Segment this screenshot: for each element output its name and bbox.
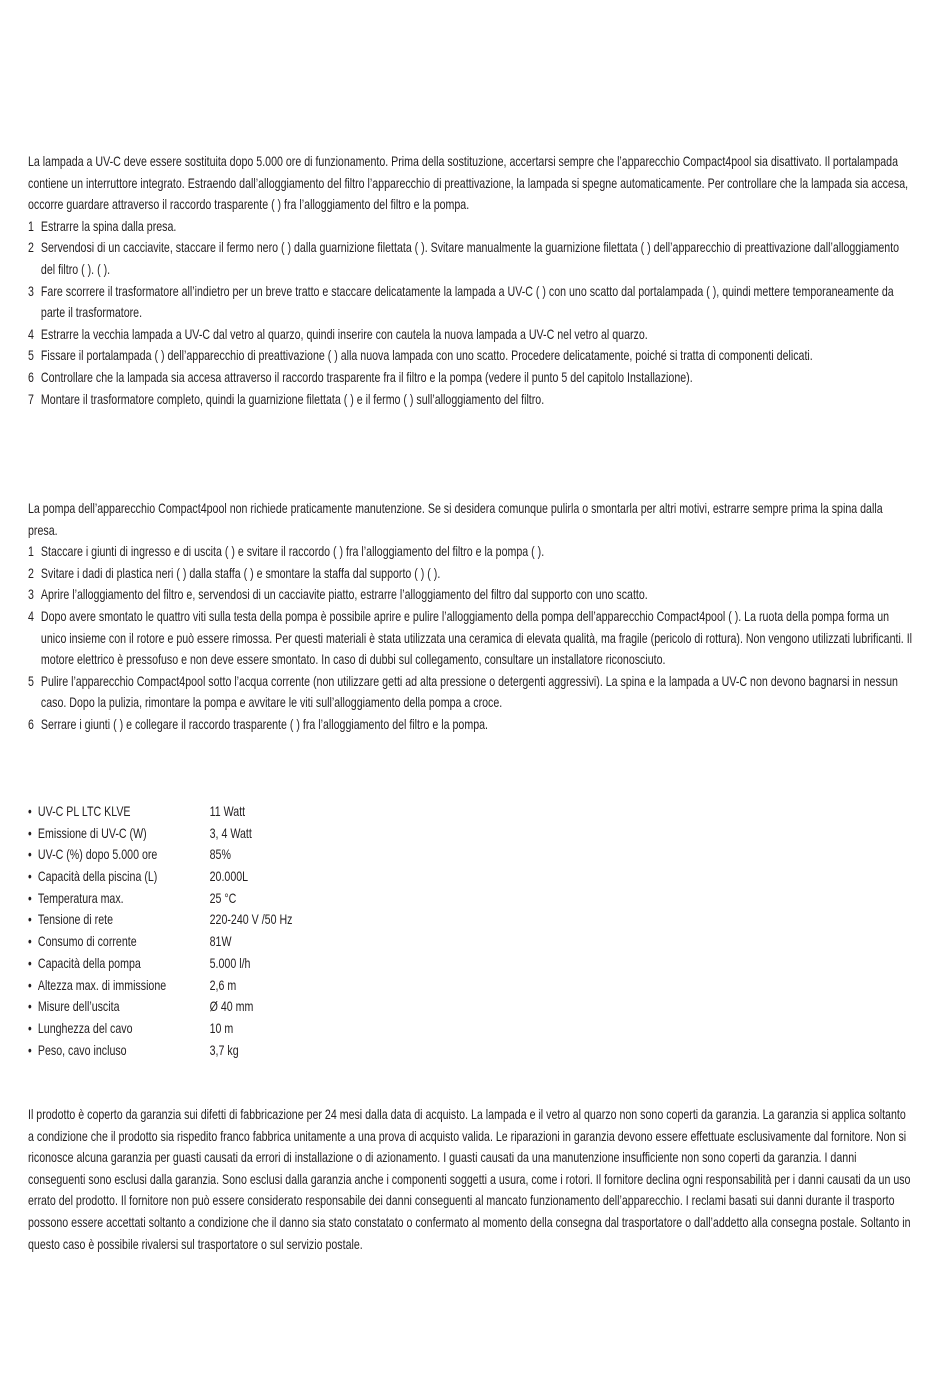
spec-value: 85% [209, 846, 231, 863]
bullet-icon: • [28, 868, 32, 885]
spec-value: 20.000L [209, 868, 249, 885]
step-number: 5 [28, 347, 34, 364]
step-number: 6 [28, 715, 34, 732]
step-text: Montare il trasformatore completo, quindi la guarnizione filettata ( ) e il fermo ( ) sull’alloggiamento del filtro. [40, 390, 545, 407]
spec-label: Temperatura max. [37, 889, 124, 906]
bullet-icon: • [28, 954, 32, 971]
spec-value: 3,7 kg [209, 1041, 239, 1058]
specifications-list [28, 801, 912, 1061]
step-text: Staccare i giunti di ingresso e di uscita ( ) e svitare il raccordo ( ) fra l’alloggiamento del filtro e la pompa ( ). [40, 543, 545, 560]
spec-label: Altezza max. di immissione [37, 976, 167, 993]
spec-row [28, 801, 912, 823]
spec-label: UV-C PL LTC KLVE [37, 803, 131, 819]
lamp-steps-list [28, 216, 912, 410]
step-text: Dopo avere smontato le quattro viti sulla testa della pompa è possibile aprire e pulire l’alloggiamento della pompa dell’apparecchio Compact4pool ( ). La ruota della pompa forma un unico insieme con il rotore e può essere rimossa. Per questi materiali è stata utilizzata una ceramica di elevata qualità, ma fragile (pericolo di rottura). Non vengono utilizzati lubrificanti. Il motore elettrico è pressofuso e non deve essere smontato. In caso di dubbi sul collegamento, consultare un installatore riconosciuto. [40, 607, 913, 668]
spec-value: 2,6 m [209, 976, 237, 993]
spec-row [28, 823, 912, 845]
spec-label: Lunghezza del cavo [37, 1019, 133, 1036]
step-number: 2 [28, 239, 34, 256]
step-number: 4 [28, 607, 34, 624]
bullet-icon: • [28, 933, 32, 950]
bullet-icon: • [28, 976, 32, 993]
bullet-icon: • [28, 824, 32, 841]
step-text: Aprire l’alloggiamento del filtro e, servendosi di un cacciavite piatto, estrarre l’alloggiamento del filtro dal supporto con uno scatto. [40, 586, 648, 603]
spec-row [28, 996, 912, 1018]
step-number: 5 [28, 672, 34, 689]
spec-label: Emissione di UV-C (W) [37, 824, 147, 841]
spec-value: 25 °C [209, 889, 237, 906]
pump-intro-paragraph: La pompa dell’apparecchio Compact4pool non richiede praticamente manutenzione. Se si desidera comunque pulirla o smontarla per altri motivi, estrarre sempre prima la spina dalla presa. [28, 500, 883, 538]
step-text: Estrarre la spina dalla presa. [40, 217, 177, 234]
step-number: 2 [28, 564, 34, 581]
spec-value: 81W [209, 933, 232, 950]
pump-steps-list [28, 541, 912, 735]
spec-row [28, 909, 912, 931]
step-text: Servendosi di un cacciavite, staccare il fermo nero ( ) dalla guarnizione filettata ( ). Svitare manualmente la guarnizione filettata ( ) dell’apparecchio di preattivazione dall’alloggiamento del filtro ( ). ( ). [40, 239, 900, 277]
step-text: Serrare i giunti ( ) e collegare il raccordo trasparente ( ) fra l’alloggiamento del filtro e la pompa. [40, 715, 489, 732]
step-number: 3 [28, 586, 34, 603]
spec-row [28, 975, 912, 997]
spec-row [28, 888, 912, 910]
step-number: 3 [28, 282, 34, 299]
bullet-icon: • [28, 998, 32, 1015]
step-text: Fare scorrere il trasformatore all’indietro per un breve tratto e staccare delicatamente la lampada a UV-C ( ) con uno scatto dal portalampada ( ), quindi mettere temporaneamente da parte il trasformatore. [40, 282, 894, 321]
step-item [28, 563, 912, 585]
bullet-icon: • [28, 846, 32, 863]
warranty-section [28, 1104, 912, 1255]
step-item [28, 324, 912, 346]
step-item [28, 606, 912, 671]
step-number: 1 [28, 543, 34, 560]
spec-row [28, 1040, 912, 1062]
spec-label: Capacità della piscina (L) [37, 868, 158, 885]
spec-label: Tensione di rete [37, 911, 114, 928]
step-item [28, 714, 912, 736]
spec-value: 220-240 V /50 Hz [209, 911, 293, 928]
step-number: 1 [28, 217, 34, 234]
step-text: Fissare il portalampada ( ) dell’apparecchio di preattivazione ( ) alla nuova lampada con uno scatto. Procedere delicatamente, poiché si tratta di componenti delicati. [40, 347, 813, 364]
spec-label: UV-C (%) dopo 5.000 ore [37, 846, 158, 863]
step-item [28, 584, 912, 606]
spec-value: 10 m [209, 1019, 234, 1036]
spec-row [28, 953, 912, 975]
spec-value: 11 Watt [209, 803, 246, 819]
spec-label: Misure dell’uscita [37, 998, 120, 1015]
spec-label: Capacità della pompa [37, 954, 141, 971]
step-item [28, 237, 912, 280]
pump-maintenance-section [28, 498, 912, 736]
spec-value: 5.000 l/h [209, 954, 251, 971]
specifications-section [28, 801, 912, 1064]
step-item [28, 345, 912, 367]
bullet-icon: • [28, 803, 32, 819]
bullet-icon: • [28, 889, 32, 906]
spec-row [28, 844, 912, 866]
step-text: Estrarre la vecchia lampada a UV-C dal vetro al quarzo, quindi inserire con cautela la nuova lampada a UV-C nel vetro al quarzo. [40, 325, 648, 342]
spec-row [28, 931, 912, 953]
lamp-replacement-section [28, 151, 912, 410]
step-item [28, 216, 912, 238]
spec-row [28, 866, 912, 888]
spec-label: Peso, cavo incluso [37, 1041, 127, 1058]
step-number: 6 [28, 368, 34, 385]
spec-label: Consumo di corrente [37, 933, 137, 950]
lamp-intro-paragraph: La lampada a UV-C deve essere sostituita dopo 5.000 ore di funzionamento. Prima della sostituzione, accertarsi sempre che l’apparecchio Compact4pool sia disattivato. Il portalampada contiene un interruttore integrato. Estraendo dall’alloggiamento del filtro l’apparecchio di preattivazione, la lampada si spegne automaticamente. Per controllare che la lampada sia accesa, occorre guardare attraverso il raccordo trasparente ( ) fra l’alloggiamento del filtro e la pompa. [28, 153, 909, 213]
step-text: Svitare i dadi di plastica neri ( ) dalla staffa ( ) e smontare la staffa dal supporto ( ) ( ). [40, 564, 441, 581]
step-item [28, 389, 912, 411]
step-text: Controllare che la lampada sia accesa attraverso il raccordo trasparente fra il filtro e la pompa (vedere il punto 5 del capitolo Installazione). [40, 368, 693, 385]
step-text: Pulire l’apparecchio Compact4pool sotto l’acqua corrente (non utilizzare getti ad alta pressione o detergenti aggressivi). La spina e la lampada a UV-C non devono bagnarsi in nessun caso. Dopo la pulizia, rimontare la pompa e avvitare le viti sull’alloggiamento della pompa a croce. [40, 672, 898, 711]
bullet-icon: • [28, 1019, 32, 1036]
step-number: 7 [28, 390, 34, 407]
step-item [28, 671, 912, 714]
step-number: 4 [28, 325, 34, 342]
bullet-icon: • [28, 1041, 32, 1058]
spec-row [28, 1018, 912, 1040]
step-item [28, 281, 912, 324]
warranty-paragraph: Il prodotto è coperto da garanzia sui difetti di fabbricazione per 24 mesi dalla data di acquisto. La lampada e il vetro al quarzo non sono coperti da garanzia. La garanzia si applica soltanto a condizione che il prodotto sia rispedito franco fabbrica unitamente a una prova di acquisto valida. Le riparazioni in garanzia devono essere effettuate esclusivamente dal fornitore. Non si riconosce alcuna garanzia per guasti causati da errori di installazione o di azionamento. I guasti causati da una manutenzione insufficiente non sono coperti da garanzia. I danni conseguenti sono esclusi dalla garanzia. Sono esclusi dalla garanzia anche i componenti soggetti a usura, come i rotori. Il fornitore declina ogni responsabilità per i danni causati da un uso errato del prodotto. Il fornitore non può essere considerato responsabile dei danni conseguenti al mancato funzionamento dell’apparecchio. I reclami basati sui danni durante il trasporto possono essere accettati soltanto a condizione che il danno sia stato constatato o confermato al momento della consegna dal trasportatore o dall’addetto alla consegna postale. Soltanto in questo caso è possibile rivalersi sul trasportatore o sul servizio postale. [28, 1106, 911, 1252]
spec-value: 3, 4 Watt [209, 824, 252, 841]
bullet-icon: • [28, 911, 32, 928]
step-item [28, 541, 912, 563]
step-item [28, 367, 912, 389]
spec-value: Ø 40 mm [209, 998, 254, 1015]
